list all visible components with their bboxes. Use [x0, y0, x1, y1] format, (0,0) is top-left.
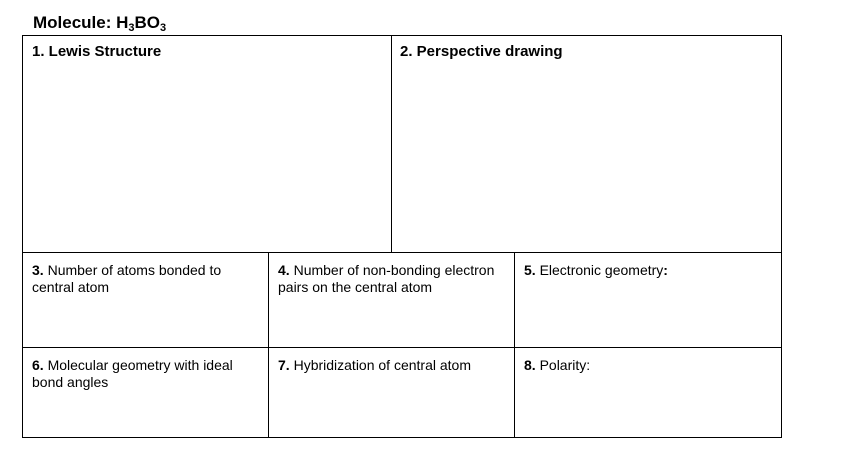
electronic-geometry-number: 5. — [524, 262, 536, 278]
polarity-label — [524, 357, 774, 374]
hybridization-number: 7. — [278, 357, 290, 373]
molecular-geometry-box[interactable] — [23, 348, 269, 437]
nonbonding-pairs-box[interactable] — [269, 253, 515, 348]
hybridization-label — [278, 357, 510, 374]
molecular-geometry-label — [32, 357, 264, 391]
molecular-geometry-text: Molecular geometry with ideal bond angles — [32, 357, 233, 390]
polarity-text: Polarity: — [535, 357, 591, 373]
atoms-bonded-box[interactable] — [23, 253, 269, 348]
electronic-geometry-box[interactable] — [515, 253, 781, 348]
molecule-title-mid: BO — [134, 13, 161, 32]
worksheet-grid — [22, 35, 782, 438]
atoms-bonded-number: 3. — [32, 262, 44, 278]
nonbonding-text: Number of non-bonding electron pairs on the central atom — [278, 262, 495, 295]
nonbonding-pairs-label — [278, 262, 510, 296]
molecule-subscript-h: 3 — [128, 22, 135, 34]
lewis-structure-box[interactable] — [23, 36, 392, 253]
perspective-drawing-label: 2. Perspective drawing — [400, 43, 563, 60]
perspective-drawing-box[interactable] — [392, 36, 781, 253]
electronic-geometry-label — [524, 262, 774, 279]
electronic-geometry-colon: : — [663, 262, 668, 278]
atoms-bonded-text: Number of atoms bonded to central atom — [32, 262, 222, 295]
nonbonding-number: 4. — [278, 262, 290, 278]
molecule-title-prefix: Molecule: H — [33, 13, 129, 32]
molecule-title — [33, 13, 166, 33]
molecule-subscript-o: 3 — [160, 22, 167, 34]
lewis-structure-label: 1. Lewis Structure — [32, 43, 162, 60]
hybridization-box[interactable] — [269, 348, 515, 437]
electronic-geometry-text: Electronic geometry — [535, 262, 664, 278]
molecular-geometry-number: 6. — [32, 357, 44, 373]
hybridization-text: Hybridization of central atom — [289, 357, 471, 373]
atoms-bonded-label — [32, 262, 257, 296]
polarity-number: 8. — [524, 357, 536, 373]
polarity-box[interactable] — [515, 348, 781, 437]
